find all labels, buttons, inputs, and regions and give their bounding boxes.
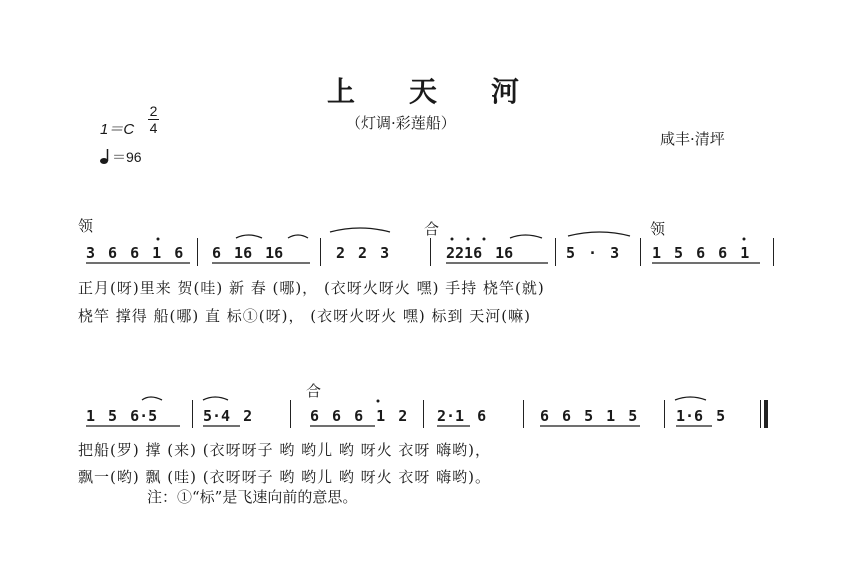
measure-1-2: 6 16 16 xyxy=(212,244,284,262)
measure-1-1: 3 6 6 1 6 xyxy=(86,244,184,262)
measure-2-2: 5·4 2 xyxy=(203,407,253,425)
song-subtitle: （灯调·彩莲船） xyxy=(346,114,456,132)
role-chorus-2: 合 xyxy=(306,382,322,400)
song-origin: 咸丰·清坪 xyxy=(660,130,725,148)
measure-1-3: 2 2 3 xyxy=(336,244,390,262)
time-signature-top: 2 xyxy=(149,103,158,119)
lyric-line-2-verse-1: 把船(罗) 撑 (来) (衣呀呀子 哟 哟儿 哟 呀火 衣呀 嗨哟)， xyxy=(78,441,492,459)
lyric-line-2-verse-2: 飘一(哟) 飘 (哇) (衣呀呀子 哟 哟儿 哟 呀火 衣呀 嗨哟)。 xyxy=(78,468,492,486)
song-title: 上天河 xyxy=(327,75,574,108)
measure-2-3: 6 6 6 1 2 xyxy=(310,407,408,425)
lyric-line-1-verse-2: 桡竿 撑得 船(哪) 直 标①(呀)， (衣呀火呀火 嘿) 标到 天河(嘛) xyxy=(78,307,531,325)
measure-1-4: 2216 16 xyxy=(446,244,514,262)
role-lead-2: 领 xyxy=(650,220,666,238)
role-lead-1: 领 xyxy=(78,217,94,235)
time-signature-bottom: 4 xyxy=(149,120,158,136)
measure-1-5: 5 · 3 xyxy=(566,244,620,262)
role-chorus-1: 合 xyxy=(424,220,440,238)
footnote: 注：①“标”是飞速向前的意思。 xyxy=(147,488,358,506)
measure-2-6: 1·6 5 xyxy=(676,407,726,425)
measure-1-6: 1 5 6 6 1 xyxy=(652,244,750,262)
lyric-line-1-verse-1: 正月(呀)里来 贺(哇) 新 春 (哪)， (衣呀火呀火 嘿) 手持 桡竿(就) xyxy=(78,279,545,297)
tempo-value: ＝96 xyxy=(112,149,142,165)
measure-2-1: 1 5 6·5 xyxy=(86,407,158,425)
measure-2-4: 2·1 6 xyxy=(437,407,487,425)
key-signature: 1＝C xyxy=(100,121,135,138)
measure-2-5: 6 6 5 1 5 xyxy=(540,407,638,425)
